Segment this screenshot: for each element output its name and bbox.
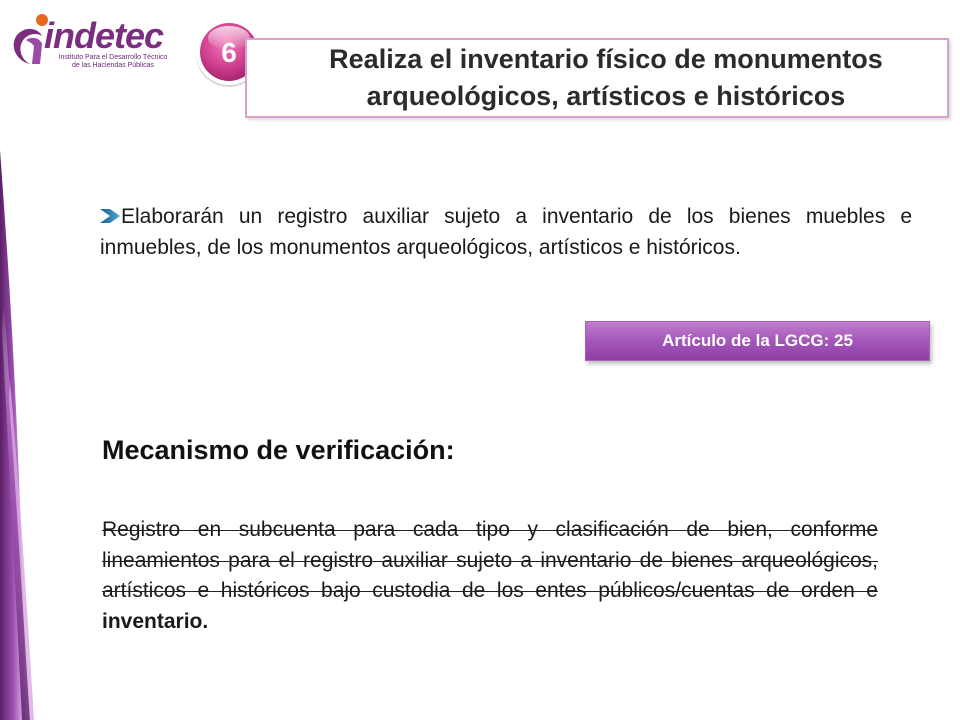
logo-subtitle xyxy=(54,54,172,70)
verification-text: Registro en subcuenta para cada tipo y clasificación de bien, conforme lineamientos para el registro auxiliar sujeto a inventario de bienes arqueológicos, artísticos e históricos bajo custodia de los entes públicos/cuentas de orden e xyxy=(102,518,878,602)
inventory-paragraph-text: Elaborarán un registro auxiliar sujeto a inventario de los bienes muebles e inmuebles, de los monumentos arqueológicos, artísticos e históricos. xyxy=(100,205,912,259)
indetec-logo xyxy=(12,12,182,74)
logo-subtitle-line2: de las Haciendas Públicas xyxy=(71,62,155,69)
verification-heading: Mecanismo de verificación: xyxy=(102,435,455,465)
page-title xyxy=(276,41,936,115)
title-line2: arqueológicos, artísticos e históricos xyxy=(366,81,846,111)
left-decorative-ribbon xyxy=(0,0,40,720)
verification-paragraph xyxy=(102,515,878,637)
logo-subtitle-line1: Instituto Para el Desarrollo Técnico xyxy=(58,54,168,61)
article-lgcg-button[interactable]: Artículo de la LGCG: 25 xyxy=(585,321,930,361)
title-line1: Realiza el inventario físico de monumentos xyxy=(329,44,883,74)
arrow-right-icon xyxy=(100,208,121,224)
badge-number: 6 xyxy=(221,37,237,68)
logo-wordmark: indetec xyxy=(44,15,164,56)
title-box xyxy=(245,38,949,118)
verification-text-bold: inventario. xyxy=(102,609,209,633)
inventory-paragraph xyxy=(100,201,912,263)
